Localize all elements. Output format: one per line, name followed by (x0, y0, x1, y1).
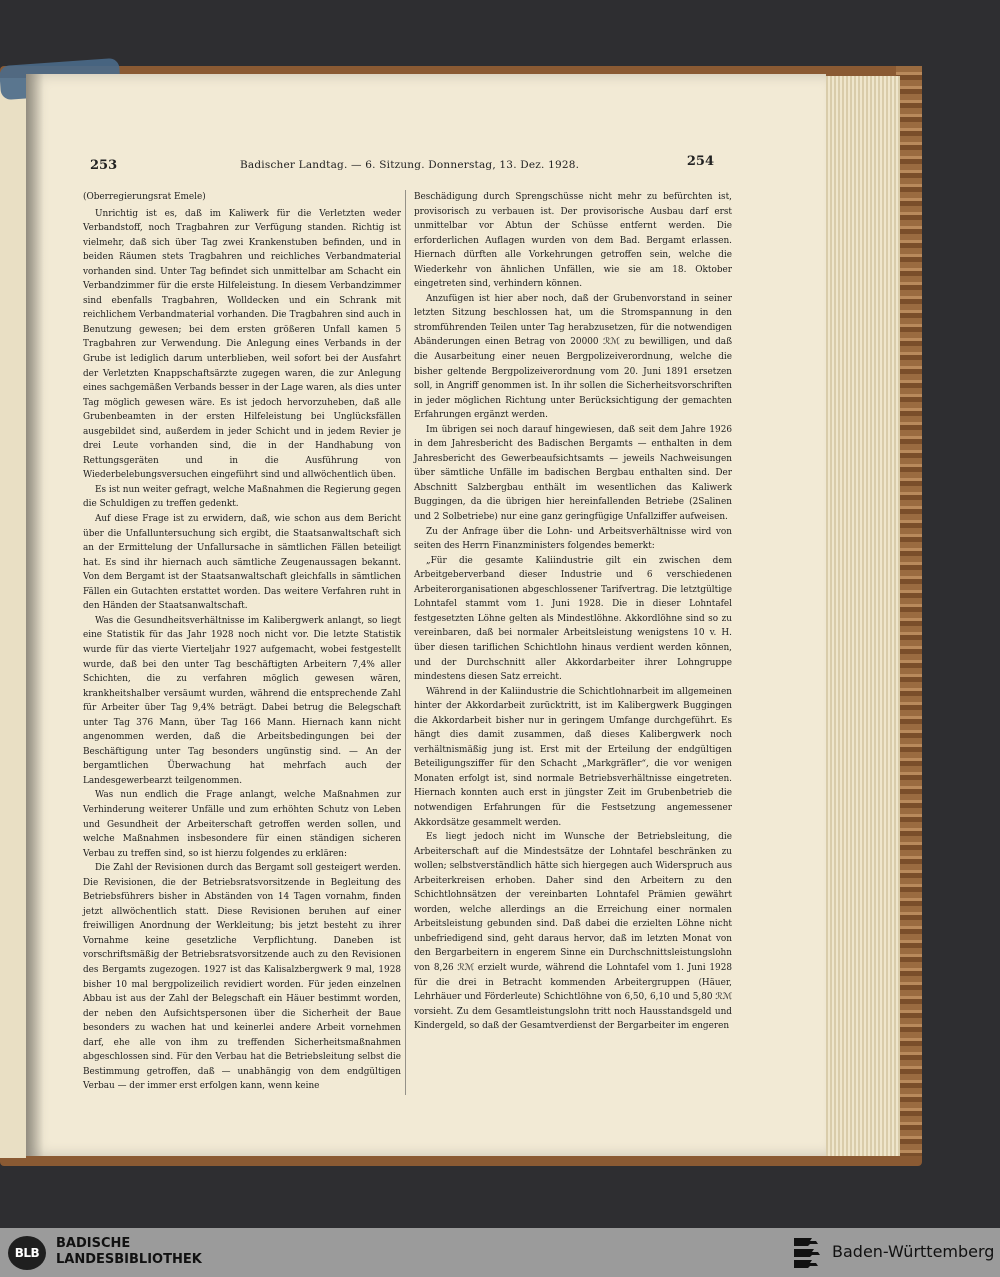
paragraph: Im übrigen sei noch darauf hingewiesen, daß seit dem Jahre 1926 in dem Jahresbericht des Badischen Bergamts — enthalten in dem Jahresbericht des Gewerbeaufsichtsamts — jeweils Nachweisungen über sämtliche Unfälle im badischen Bergbau enthalten sind. Der Abschnitt Salzbergbau enthält im wesentlichen das Kaliwerk Buggingen, da die übrigen hier hereinfallenden Betriebe (2Salinen und 2 Solbetriebe) nur eine ganz geringfügige Unfallziffer aufweisen. (414, 424, 732, 523)
running-title: Badischer Landtag. — 6. Sitzung. Donnerstag, 13. Dez. 1928. (240, 159, 580, 171)
footer-bar (0, 1228, 1000, 1277)
state-name[interactable]: Baden-Württemberg (832, 1242, 995, 1261)
page-number-left: 253 (90, 158, 118, 173)
paragraph: Anzufügen ist hier aber noch, daß der Grubenvorstand in seiner letzten Sitzung beschlossen hat, um die Stromspannung in den stromführenden Teilen unter Tag herabzusetzen, für die notwendigen Abänderungen einen Betrag von 20000 ℛℳ zu bewilligen, und daß die Ausarbeitung einer neuen Bergpolizeiverordnung, welche die bisher geltende Bergpolizeiverordnung vom 20. Juni 1891 ersetzen soll, in Angriff genommen ist. In ihr sollen die Sicherheitsvorschriften in jeder möglichen Richtung unter Berücksichtigung der gemachten Erfahrungen ergänzt werden. (414, 293, 732, 421)
library-name[interactable] (56, 1236, 202, 1268)
page-number-right: 254 (686, 154, 714, 169)
left-page-sliver (0, 78, 26, 1158)
page-header (90, 154, 714, 174)
page-gutter-shadow (26, 74, 44, 1156)
paragraph: Was nun endlich die Frage anlangt, welche Maßnahmen zur Verhinderung weiterer Unfälle und zum erhöhten Schutz von Leben und Gesundheit der Arbeiterschaft getroffen werden sollen, und welche Maßnahmen insbesondere für einen ständigen sicheren Verbau zu treffen sind, so ist hierzu folgendes zu erklären: (83, 790, 401, 859)
library-name-line2: LANDESBIBLIOTHEK (56, 1252, 202, 1267)
speaker-label: (Oberregierungsrat Emele) (83, 192, 206, 202)
left-text-column (83, 190, 401, 1094)
paragraph: Beschädigung durch Sprengschüsse nicht mehr zu befürchten ist, provisorisch zu verbauen ist. Der provisorische Ausbau darf erst unmittelbar vor Abtun der Schüsse entfernt werden. Die erforderlichen Auflagen wurden von dem Bad. Bergamt erlassen. Hiernach dürften alle Vorkehrungen getroffen sein, welche die Wiederkehr von ähnlichen Unfällen, wie sie am 18. Oktober eingetreten sind, verhindern können. (414, 192, 732, 290)
baden-wuerttemberg-lions-crest-icon[interactable] (790, 1234, 824, 1272)
paragraph: Unrichtig ist es, daß im Kaliwerk für die Verletzten weder Verbandstoff, noch Tragbahren zur Verfügung standen. Richtig ist vielmehr, daß sich über Tag zwei Krankenstuben befinden, und in beiden Räumen stets Tragbahren und reichliches Verbandmaterial vorhanden sind. Unter Tag befindet sich unmittelbar am Schacht ein Verbandzimmer für die erste Hilfeleistung. In diesem Verbandzimmer sind ebenfalls Tragbahren, Wolldecken und ein Schrank mit reichlichem Verbandmaterial vorhanden. Die Tragbahren sind auch in Benutzung gewesen; bei dem ersten größeren Unfall kamen 5 Tragbahren zur Verwendung. Die Anlegung eines Verbands in der Grube ist lediglich darum unterblieben, weil sofort bei der Ausfahrt der Verletzten Knappschaftsärzte zugegen waren, die zur Anlegung eines sachgemäßen Verbands besser in der Lage waren, als dies unter Tag möglich gewesen wäre. Es ist jedoch hervorzuheben, daß alle Grubenbeamten in der ersten Hilfeleistung bei Unglücksfällen ausgebildet sind, außerdem in jeder Schicht und in jedem Revier je drei Leute vorhanden sind, die in der Handhabung von Rettungsgeräten und in die Ausführung von Wiederbelebungsversuchen eingeführt sind und allwöchentlich üben. (83, 208, 401, 481)
paragraph: Die Zahl der Revisionen durch das Bergamt soll gesteigert werden. Die Revisionen, die der Betriebsratsvorsitzende in Begleitung des Betriebsführers bisher in Abständen von 14 Tagen vornahm, finden jetzt allwöchentlich statt. Diese Revisionen beruhen auf einer freiwilligen Anordnung der Werkleitung; bis jetzt besteht zu ihrer Vornahme keine gesetzliche Verpflichtung. Daneben ist vorschriftsmäßig der Betriebsratsvorsitzende auch zu den Revisionen des Bergamts zugezogen. 1927 ist das Kalisalzbergwerk 9 mal, 1928 bisher 10 mal bergpolizeilich revidiert worden. Für jeden einzelnen Abbau ist aus der Zahl der Belegschaft ein Häuer bestimmt worden, der neben den Aufsichtspersonen über die Sicherheit der Baue besonders zu wachen hat und keinerlei andere Arbeit vornehmen darf, ehe alle von ihm zu treffenden Sicherheitsmaßnahmen abgeschlossen sind. Für den Verbau hat die Betriebsleitung selbst die Bestimmung getroffen, daß — unabhängig von dem endgültigen Verbau — der immer erst erfolgen kann, wenn keine (83, 863, 401, 1092)
column-divider (405, 190, 406, 1095)
paragraph: „Für die gesamte Kaliindustrie gilt ein zwischen dem Arbeitgeberverband dieser Industrie und 6 verschiedenen Arbeiterorganisationen abgeschlossener Tarifvertrag. Die letztgültige Lohntafel stammt vom 1. Juni 1928. Die in dieser Lohntafel festgesetzten Löhne gelten als Mindestlöhne. Akkordlöhne sind so zu vereinbaren, daß bei normaler Arbeitsleistung wenigstens 10 v. H. über diesen tariflichen Schichtlohn hinaus verdient werden können, und der Durchschnitt aller Akkordarbeiter ihrer Lohngruppe mindestens diesen Satz erreicht. (414, 555, 732, 683)
paragraph: Was die Gesundheitsverhältnisse im Kalibergwerk anlangt, so liegt eine Statistik für das Jahr 1928 noch nicht vor. Die letzte Statistik wurde für das vierte Vierteljahr 1927 aufgemacht, wobei festgestellt wurde, daß bei den unter Tag beschäftigten Arbeitern 7,4% aller Schichten, die zu verfahren möglich gewesen wären, krankheitshalber versäumt wurden, während die entsprechende Zahl für Arbeiter über Tag 9,4% beträgt. Dabei betrug die Belegschaft unter Tag 376 Mann, über Tag 166 Mann. Hiernach kann nicht angenommen werden, daß die Arbeitsbedingungen bei der Beschäftigung unter Tag besonders ungünstig sind. — An der bergamtlichen Überwachung hat mehrfach auch der Landesgewerbearzt teilgenommen. (83, 615, 401, 786)
paragraph: Es ist nun weiter gefragt, welche Maßnahmen die Regierung gegen die Schuldigen zu treffen gedenkt. (83, 484, 401, 510)
paragraph: Zu der Anfrage über die Lohn- und Arbeitsverhältnisse wird von seiten des Herrn Finanzministers folgendes bemerkt: (414, 526, 732, 552)
blb-logo[interactable]: BLB (8, 1236, 46, 1270)
paragraph: Es liegt jedoch nicht im Wunsche der Betriebsleitung, die Arbeiterschaft auf die Mindestsätze der Lohntafel beschränken zu wollen; selbstverständlich hätte sich hiergegen auch Widerspruch aus Arbeiterkreisen erhoben. Daher sind den Arbeitern zu den Schichtlohnsätzen der vereinbarten Lohntafel Prämien gewährt worden, welche allerdings an die Erreichung einer normalen Arbeitsleistung gebunden sind. Daß dabei die erzielten Löhne nicht unbefriedigend sind, geht daraus hervor, daß im letzten Monat von den Bergarbeitern in engerem Sinne ein Durchschnittsleistungslohn von 8,26 ℛℳ erzielt wurde, während die Lohntafel vom 1. Juni 1928 für die drei in Betracht kommenden Arbeitergruppen (Häuer, Lehrhäuer und Förderleute) Schichtlöhne von 6,50, 6,10 und 5,80 ℛℳ vorsieht. Zu dem Gesamtleistungslohn tritt noch Hausstandsgeld und Kindergeld, so daß der Gesamtverdienst der Bergarbeiter im engeren (414, 832, 732, 1032)
paragraph: Während in der Kaliindustrie die Schichtlohnarbeit im allgemeinen hinter der Akkordarbeit zurücktritt, ist im Kalibergwerk Buggingen die Akkordarbeit bisher nur in geringem Umfange durchgeführt. Es hängt dies damit zusammen, daß dieses Kalibergwerk noch verhältnismäßig jung ist. Erst mit der Erteilung der endgültigen Beteiligungsziffer für den Schacht „Markgräfler“, die vor wenigen Monaten erfolgt ist, sind normale Betriebsverhältnisse eingetreten. Hiernach konnten auch erst in jüngster Zeit im Grubenbetrieb die notwendigen Erfahrungen für die Festsetzung angemessener Akkordsätze gesammelt werden. (414, 686, 732, 828)
paragraph: Auf diese Frage ist zu erwidern, daß, wie schon aus dem Bericht über die Unfalluntersuchung sich ergibt, die Staatsanwaltschaft sich an der Ermittelung der Unfallursache in sämtlichen Fällen beteiligt hat. Es sind ihr hiernach auch sämtliche Zeugenaussagen bekannt. Von dem Bergamt ist der Staatsanwaltschaft gleichfalls in sämtlichen Fällen ein Gutachten erstattet worden. Das weitere Verfahren ruht in den Händen der Staatsanwaltschaft. (83, 514, 401, 612)
right-text-column (414, 190, 732, 1034)
library-name-line1: BADISCHE (56, 1236, 131, 1251)
